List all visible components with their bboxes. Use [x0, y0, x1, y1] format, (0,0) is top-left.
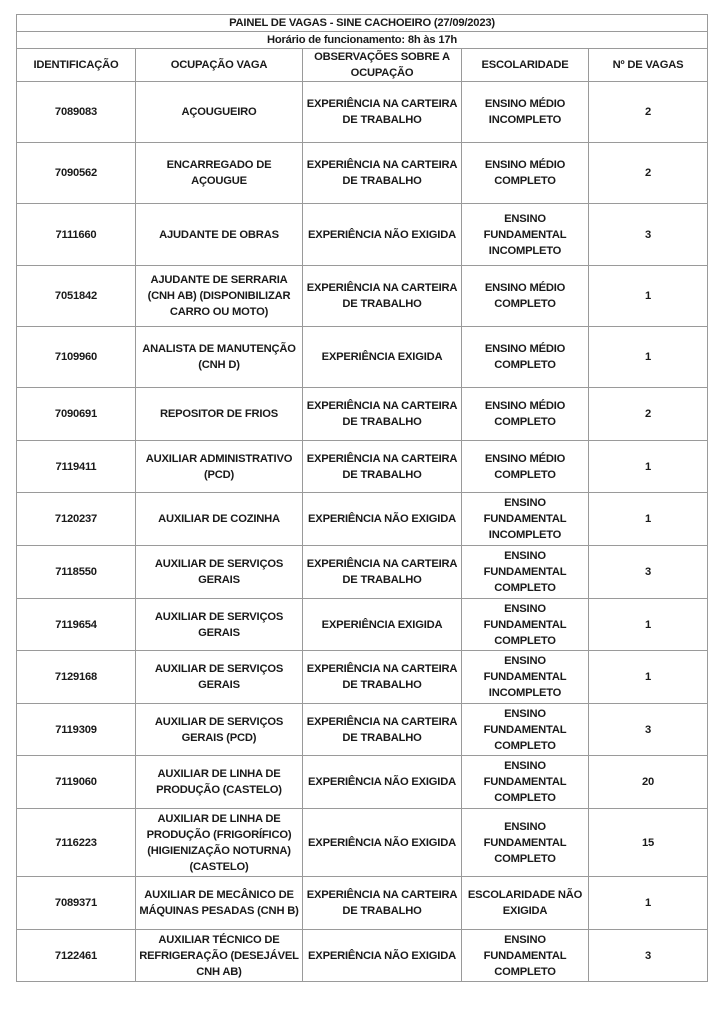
cell-id: 7111660	[17, 204, 136, 266]
cell-education: ENSINO MÉDIO COMPLETO	[462, 327, 589, 388]
cell-observations: EXPERIÊNCIA NA CARTEIRA DE TRABALHO	[303, 266, 462, 327]
cell-openings: 2	[589, 143, 708, 204]
cell-id: 7116223	[17, 809, 136, 877]
subtitle-row	[17, 32, 708, 49]
cell-openings: 1	[589, 651, 708, 704]
opening-hours: Horário de funcionamento: 8h às 17h	[17, 32, 708, 49]
cell-observations: EXPERIÊNCIA NA CARTEIRA DE TRABALHO	[303, 143, 462, 204]
table-row	[17, 388, 708, 441]
cell-observations: EXPERIÊNCIA NA CARTEIRA DE TRABALHO	[303, 388, 462, 441]
cell-id: 7120237	[17, 493, 136, 546]
cell-openings: 3	[589, 930, 708, 982]
cell-id: 7129168	[17, 651, 136, 704]
table-row	[17, 82, 708, 143]
table-row	[17, 756, 708, 809]
cell-openings: 3	[589, 546, 708, 599]
cell-occupation: AUXILIAR DE COZINHA	[136, 493, 303, 546]
table-row	[17, 204, 708, 266]
cell-openings: 1	[589, 266, 708, 327]
cell-education: ENSINO FUNDAMENTAL INCOMPLETO	[462, 493, 589, 546]
cell-observations: EXPERIÊNCIA NÃO EXIGIDA	[303, 493, 462, 546]
cell-occupation: AUXILIAR DE MECÂNICO DE MÁQUINAS PESADAS (CNH B)	[136, 877, 303, 930]
cell-education: ENSINO MÉDIO COMPLETO	[462, 388, 589, 441]
cell-education: ENSINO FUNDAMENTAL COMPLETO	[462, 756, 589, 809]
cell-occupation: AJUDANTE DE SERRARIA (CNH AB) (DISPONIBILIZAR CARRO OU MOTO)	[136, 266, 303, 327]
cell-occupation: AUXILIAR DE SERVIÇOS GERAIS (PCD)	[136, 704, 303, 756]
cell-occupation: AUXILIAR DE LINHA DE PRODUÇÃO (FRIGORÍFICO) (HIGIENIZAÇÃO NOTURNA) (CASTELO)	[136, 809, 303, 877]
cell-education: ENSINO FUNDAMENTAL INCOMPLETO	[462, 651, 589, 704]
cell-occupation: AJUDANTE DE OBRAS	[136, 204, 303, 266]
cell-occupation: AUXILIAR DE SERVIÇOS GERAIS	[136, 651, 303, 704]
cell-occupation: AUXILIAR TÉCNICO DE REFRIGERAÇÃO (DESEJÁVEL CNH AB)	[136, 930, 303, 982]
cell-observations: EXPERIÊNCIA EXIGIDA	[303, 327, 462, 388]
cell-observations: EXPERIÊNCIA NA CARTEIRA DE TRABALHO	[303, 441, 462, 493]
column-header-row	[17, 49, 708, 82]
table-row	[17, 877, 708, 930]
table-row	[17, 809, 708, 877]
table-row	[17, 599, 708, 651]
cell-observations: EXPERIÊNCIA NÃO EXIGIDA	[303, 930, 462, 982]
cell-observations: EXPERIÊNCIA NÃO EXIGIDA	[303, 204, 462, 266]
cell-openings: 1	[589, 599, 708, 651]
cell-education: ENSINO FUNDAMENTAL COMPLETO	[462, 546, 589, 599]
job-openings-table	[16, 14, 708, 982]
cell-observations: EXPERIÊNCIA EXIGIDA	[303, 599, 462, 651]
cell-openings: 3	[589, 704, 708, 756]
cell-observations: EXPERIÊNCIA NA CARTEIRA DE TRABALHO	[303, 651, 462, 704]
cell-education: ESCOLARIDADE NÃO EXIGIDA	[462, 877, 589, 930]
cell-openings: 20	[589, 756, 708, 809]
cell-id: 7119309	[17, 704, 136, 756]
column-header-observations: OBSERVAÇÕES SOBRE A OCUPAÇÃO	[303, 49, 462, 82]
cell-id: 7090691	[17, 388, 136, 441]
table-row	[17, 441, 708, 493]
cell-occupation: AUXILIAR DE SERVIÇOS GERAIS	[136, 546, 303, 599]
cell-education: ENSINO FUNDAMENTAL COMPLETO	[462, 809, 589, 877]
cell-occupation: AUXILIAR DE SERVIÇOS GERAIS	[136, 599, 303, 651]
cell-occupation: ENCARREGADO DE AÇOUGUE	[136, 143, 303, 204]
cell-id: 7119060	[17, 756, 136, 809]
cell-id: 7118550	[17, 546, 136, 599]
cell-education: ENSINO FUNDAMENTAL INCOMPLETO	[462, 204, 589, 266]
cell-id: 7051842	[17, 266, 136, 327]
cell-id: 7119411	[17, 441, 136, 493]
column-header-education: ESCOLARIDADE	[462, 49, 589, 82]
cell-openings: 1	[589, 493, 708, 546]
cell-openings: 1	[589, 441, 708, 493]
table-row	[17, 327, 708, 388]
cell-education: ENSINO MÉDIO COMPLETO	[462, 266, 589, 327]
cell-education: ENSINO MÉDIO COMPLETO	[462, 143, 589, 204]
cell-id: 7089083	[17, 82, 136, 143]
cell-education: ENSINO MÉDIO COMPLETO	[462, 441, 589, 493]
cell-observations: EXPERIÊNCIA NÃO EXIGIDA	[303, 809, 462, 877]
cell-id: 7090562	[17, 143, 136, 204]
column-header-occupation: OCUPAÇÃO VAGA	[136, 49, 303, 82]
cell-openings: 1	[589, 327, 708, 388]
cell-occupation: REPOSITOR DE FRIOS	[136, 388, 303, 441]
cell-observations: EXPERIÊNCIA NA CARTEIRA DE TRABALHO	[303, 546, 462, 599]
title-row	[17, 15, 708, 32]
cell-id: 7122461	[17, 930, 136, 982]
column-header-openings: Nº DE VAGAS	[589, 49, 708, 82]
table-row	[17, 930, 708, 982]
table-row	[17, 143, 708, 204]
page-title: PAINEL DE VAGAS - SINE CACHOEIRO (27/09/2023)	[17, 15, 708, 32]
cell-education: ENSINO FUNDAMENTAL COMPLETO	[462, 599, 589, 651]
cell-occupation: AUXILIAR ADMINISTRATIVO (PCD)	[136, 441, 303, 493]
cell-observations: EXPERIÊNCIA NA CARTEIRA DE TRABALHO	[303, 704, 462, 756]
cell-observations: EXPERIÊNCIA NÃO EXIGIDA	[303, 756, 462, 809]
table-row	[17, 266, 708, 327]
cell-openings: 2	[589, 388, 708, 441]
cell-id: 7109960	[17, 327, 136, 388]
cell-id: 7089371	[17, 877, 136, 930]
cell-education: ENSINO FUNDAMENTAL COMPLETO	[462, 930, 589, 982]
cell-education: ENSINO FUNDAMENTAL COMPLETO	[462, 704, 589, 756]
cell-observations: EXPERIÊNCIA NA CARTEIRA DE TRABALHO	[303, 877, 462, 930]
cell-education: ENSINO MÉDIO INCOMPLETO	[462, 82, 589, 143]
cell-openings: 2	[589, 82, 708, 143]
cell-occupation: AÇOUGUEIRO	[136, 82, 303, 143]
cell-occupation: ANALISTA DE MANUTENÇÃO (CNH D)	[136, 327, 303, 388]
cell-occupation: AUXILIAR DE LINHA DE PRODUÇÃO (CASTELO)	[136, 756, 303, 809]
table-row	[17, 704, 708, 756]
cell-openings: 1	[589, 877, 708, 930]
cell-id: 7119654	[17, 599, 136, 651]
cell-openings: 3	[589, 204, 708, 266]
column-header-id: IDENTIFICAÇÃO	[17, 49, 136, 82]
table-row	[17, 493, 708, 546]
cell-openings: 15	[589, 809, 708, 877]
table-row	[17, 546, 708, 599]
cell-observations: EXPERIÊNCIA NA CARTEIRA DE TRABALHO	[303, 82, 462, 143]
table-row	[17, 651, 708, 704]
